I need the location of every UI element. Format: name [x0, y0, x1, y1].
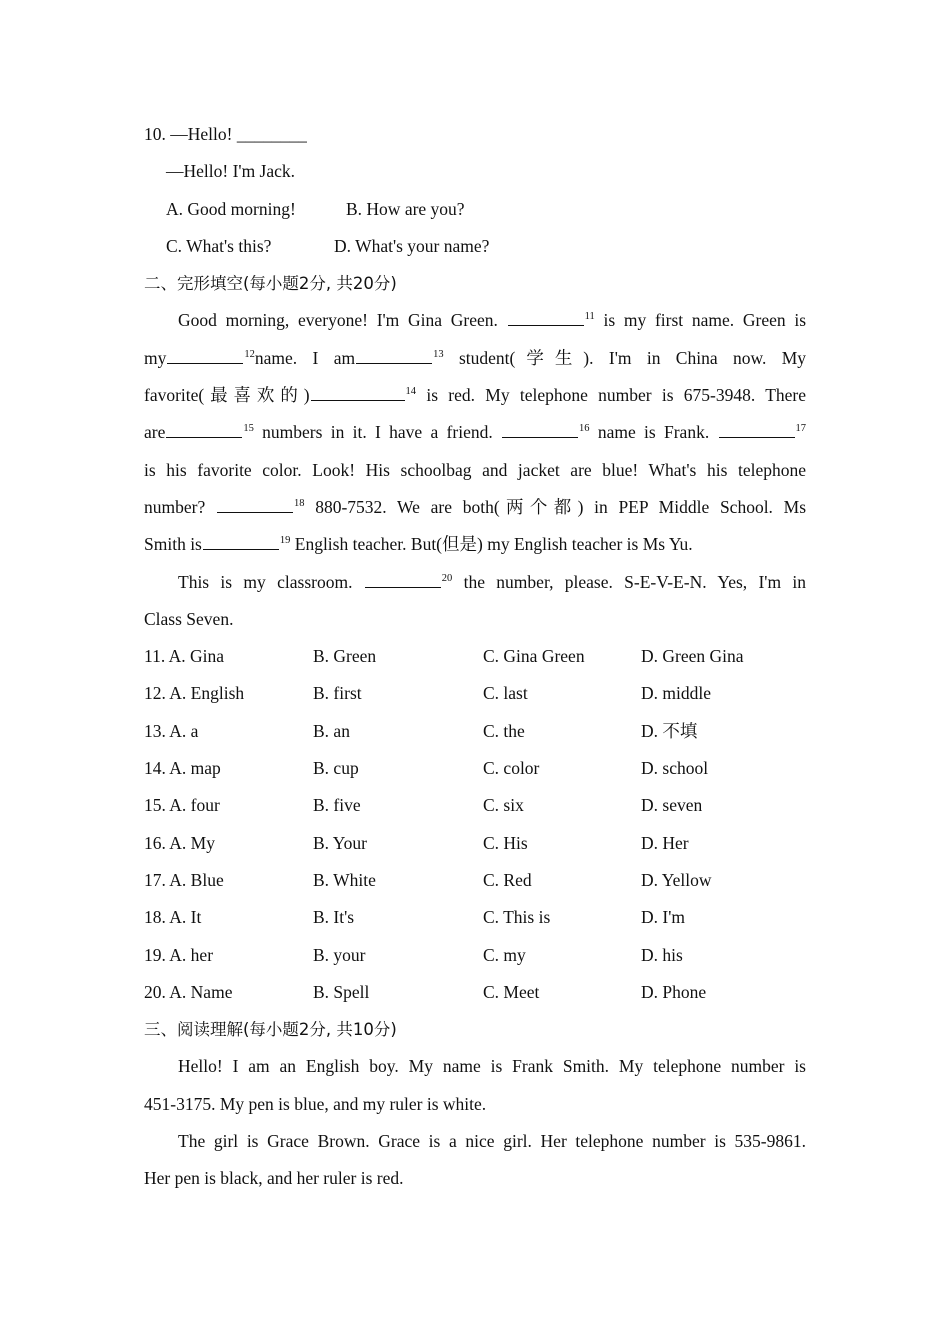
cloze-text: is red. My telephone number is 675-3948. There: [426, 385, 807, 406]
cloze-line-1: [144, 302, 806, 339]
blank-number: 11: [584, 311, 595, 323]
choice-option: C. color: [483, 758, 540, 779]
choice-option: 17. A. Blue: [144, 869, 224, 890]
blank-number: 20: [441, 572, 453, 584]
cloze-line-5: is his favorite color. Look! His schoolbag and jacket are blue! What's his telephone: [144, 459, 806, 480]
choice-option: B. Your: [313, 832, 367, 853]
blank-number: 18: [293, 498, 305, 510]
choice-option: B. Spell: [313, 981, 370, 1002]
cloze-line-6: [144, 489, 806, 526]
choice-option: C. Meet: [483, 981, 540, 1002]
choice-option: D. Green Gina: [641, 646, 744, 667]
choice-option: C. Red: [483, 869, 532, 890]
q10-option-b: B. How are you?: [346, 198, 465, 219]
blank-16: [501, 422, 590, 442]
choice-option: D. seven: [641, 795, 703, 816]
choice-option: D. Phone: [641, 981, 707, 1002]
choice-option: 18. A. It: [144, 907, 202, 928]
blank-number: 13: [433, 348, 444, 360]
cloze-text: the number, please. S-E-V-E-N. Yes, I'm in: [463, 571, 807, 592]
choice-option: B. cup: [313, 758, 359, 779]
choice-option: B. first: [313, 683, 362, 704]
choice-row: [144, 638, 806, 675]
choice-row: [144, 713, 806, 750]
q10-stem: 10. —Hello! ________: [144, 124, 307, 144]
cloze-text: is my first name. Green is: [603, 310, 807, 331]
choice-option: 13. A. a: [144, 720, 199, 741]
choice-option: C. my: [483, 944, 526, 965]
reading-para1-line-2: 451-3175. My pen is blue, and my ruler is white.: [144, 1093, 487, 1114]
q10-options-row-2: [144, 228, 806, 265]
cloze-line-7: [144, 526, 806, 563]
blank-number: 19: [279, 535, 291, 547]
choice-option: D. 不填: [641, 720, 698, 741]
cloze-text: favorite(最喜欢的) $^{14}$: [144, 385, 416, 405]
cloze-line-4: [144, 414, 806, 451]
q10-reply: —Hello! I'm Jack.: [166, 161, 296, 182]
choice-option: B. your: [313, 944, 366, 965]
choice-option: B. five: [313, 795, 361, 816]
choice-option: D. Yellow: [641, 869, 712, 890]
blank-17: [718, 422, 807, 442]
cloze-text: English teacher. But(但是) my English teacher is Ms Yu.: [294, 534, 693, 555]
choice-option: D. school: [641, 758, 709, 779]
choice-option: 11. A. Gina: [144, 646, 225, 667]
choice-option: D. Her: [641, 832, 689, 853]
cloze-text: This is my classroom.: [178, 571, 353, 592]
q10-option-d: D. What's your name?: [334, 235, 490, 256]
choice-option: 16. A. My: [144, 832, 215, 853]
choice-option: C. This is: [483, 907, 551, 928]
choice-option: 14. A. map: [144, 758, 221, 779]
choice-option: C. six: [483, 795, 524, 816]
choice-option: D. middle: [641, 683, 711, 704]
cloze-para2-line-2: Class Seven.: [144, 608, 234, 629]
q10-option-c: C. What's this?: [166, 235, 272, 256]
q10-option-a: A. Good morning!: [166, 198, 296, 219]
choice-option: C. the: [483, 720, 525, 741]
choice-option: C. Gina Green: [483, 646, 585, 667]
choice-row: [144, 675, 806, 712]
cloze-text: student(学生). I'm in China now. My: [458, 347, 807, 368]
cloze-text: numbers in it. I have a friend.: [262, 422, 493, 443]
cloze-line-3: [144, 377, 806, 414]
cloze-text: name is Frank.: [597, 422, 710, 443]
choice-option: 12. A. English: [144, 683, 245, 704]
choice-row: [144, 787, 806, 824]
section2-heading: 二、完形填空(每小题2分, 共20分): [144, 274, 397, 294]
choice-row: [144, 974, 806, 1011]
cloze-text: number?: [144, 496, 206, 517]
choice-option: C. last: [483, 683, 528, 704]
blank-number: 14: [405, 386, 417, 398]
blank-number: 15: [243, 423, 254, 435]
choice-option: D. I'm: [641, 907, 685, 928]
cloze-text: are $^{15}$: [144, 422, 254, 442]
choice-option: D. his: [641, 944, 683, 965]
cloze-choices: [144, 638, 806, 1011]
cloze-text: my $^{12}$name. I am $^{13}$: [144, 348, 444, 368]
blank-number: 12: [244, 348, 255, 360]
cloze-para2-line-1: [144, 564, 806, 601]
cloze-text: 880-7532. We are both(两个都) in PEP Middle School. Ms: [315, 496, 807, 517]
choice-option: 15. A. four: [144, 795, 220, 816]
blank-18: [216, 497, 305, 517]
reading-para2-line-1: The girl is Grace Brown. Grace is a nice girl. Her telephone number is 535-9861.: [178, 1131, 806, 1152]
choice-option: 20. A. Name: [144, 981, 233, 1002]
blank-20: [364, 572, 453, 592]
choice-row: [144, 899, 806, 936]
reading-para2-line-2: Her pen is black, and her ruler is red.: [144, 1168, 404, 1189]
choice-option: B. White: [313, 869, 376, 890]
blank-number: 17: [795, 423, 806, 435]
section3-heading: 三、阅读理解(每小题2分, 共10分): [144, 1020, 397, 1040]
choice-row: [144, 862, 806, 899]
choice-option: B. It's: [313, 907, 355, 928]
cloze-text: Smith is: [144, 534, 202, 555]
choice-option: B. an: [313, 720, 350, 741]
worksheet-page: [144, 116, 806, 1198]
choice-row: [144, 750, 806, 787]
reading-para1-line-1: Hello! I am an English boy. My name is Frank Smith. My telephone number is: [178, 1056, 806, 1077]
choice-row: [144, 825, 806, 862]
choice-option: B. Green: [313, 646, 377, 667]
choice-option: C. His: [483, 832, 528, 853]
choice-row: [144, 937, 806, 974]
blank-number: 16: [579, 423, 590, 435]
blank-11: [507, 310, 595, 330]
q10-options-row-1: [144, 191, 806, 228]
choice-option: 19. A. her: [144, 944, 214, 965]
cloze-text: Good morning, everyone! I'm Gina Green.: [178, 310, 498, 331]
cloze-line-2: [144, 340, 806, 377]
